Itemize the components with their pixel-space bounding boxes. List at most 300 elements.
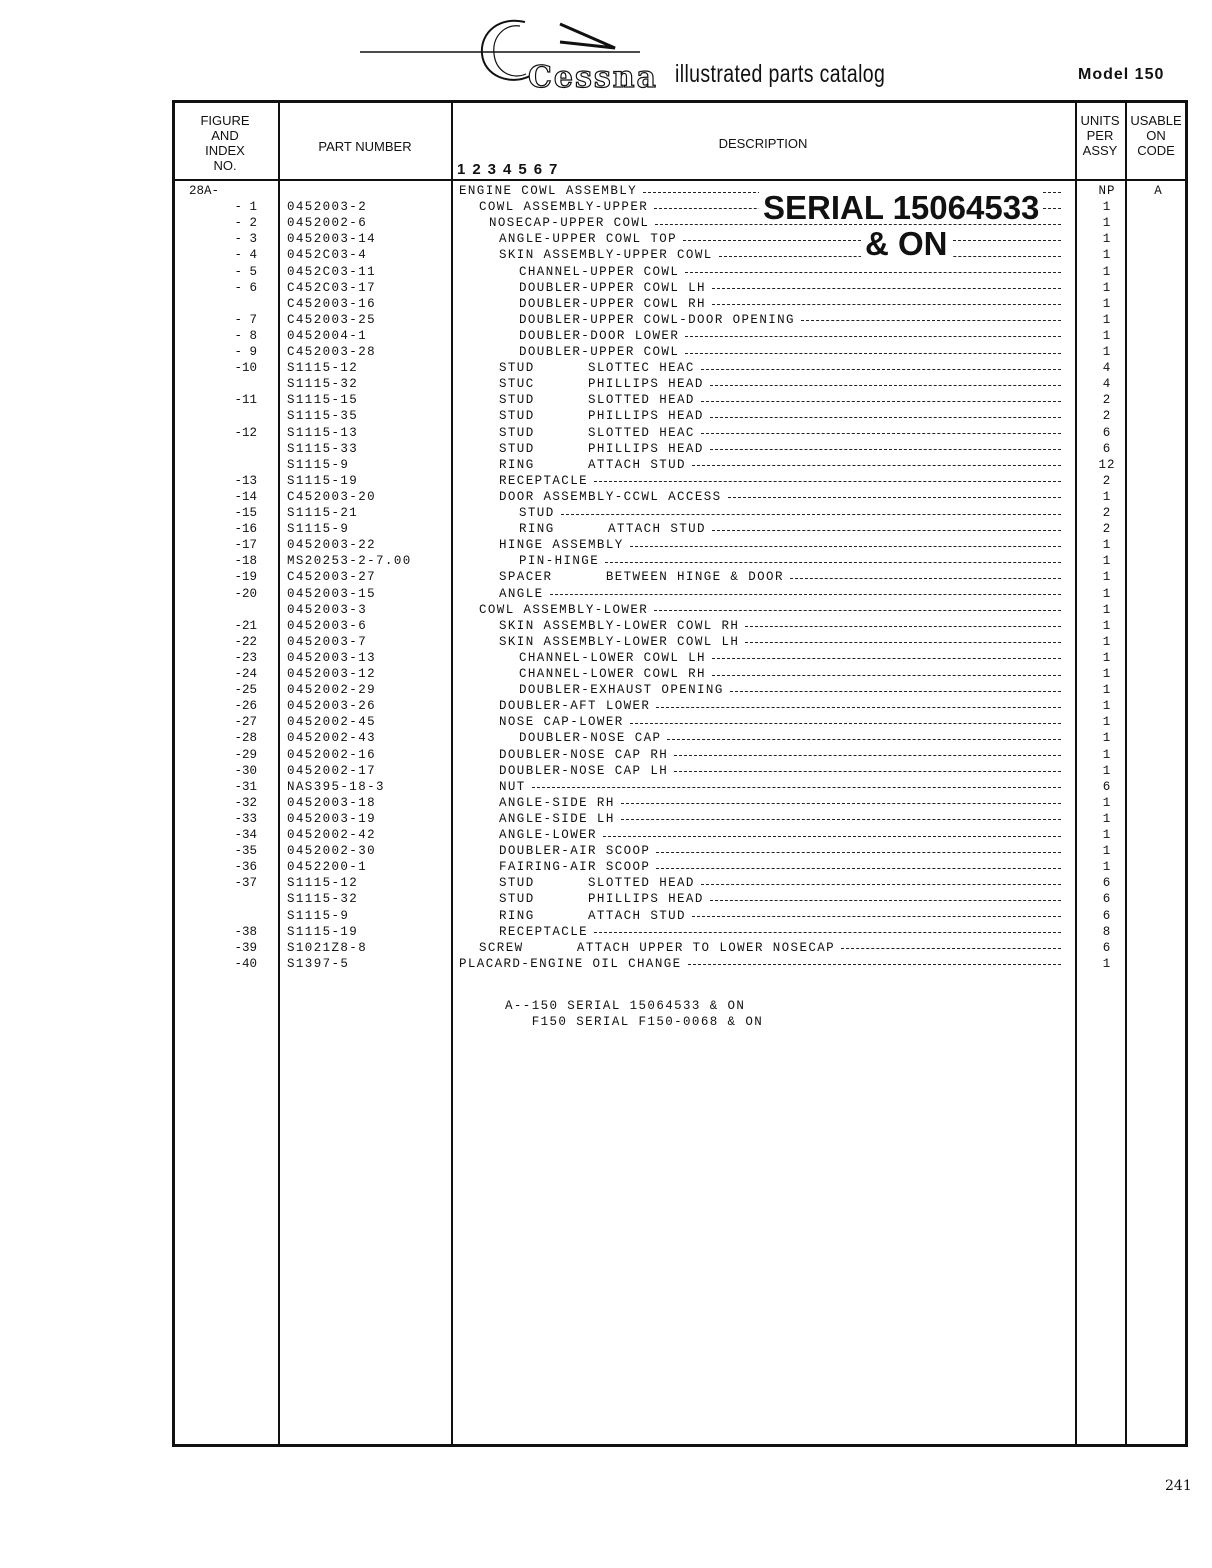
leader-dashes — [790, 578, 1061, 579]
figure-index: - 1 — [234, 200, 257, 215]
figure-index: -20 — [234, 586, 257, 601]
table-row — [175, 264, 1185, 280]
leader-dashes — [594, 932, 1061, 933]
table-row — [175, 392, 1185, 408]
table-row — [175, 312, 1185, 328]
part-description — [499, 586, 1063, 602]
part-number: S1115-9 — [287, 522, 350, 537]
table-row — [175, 360, 1185, 376]
part-number: 0452003-7 — [287, 634, 368, 649]
figure-index: -30 — [234, 763, 257, 778]
units-per-assy: 1 — [1102, 650, 1112, 665]
figure-index: - 7 — [234, 312, 257, 327]
part-number: 0452003-13 — [287, 650, 377, 665]
description-text: RING ATTACH STUD — [499, 457, 686, 472]
part-description — [519, 264, 1063, 280]
part-number: 0452002-45 — [287, 715, 377, 730]
table-row — [175, 682, 1185, 698]
leader-dashes — [630, 723, 1061, 724]
page-header — [0, 0, 1212, 100]
description-text: ANGLE-UPPER COWL TOP — [499, 232, 678, 247]
description-text: DOUBLER-NOSE CAP RH — [499, 747, 669, 762]
part-description — [499, 811, 1063, 827]
description-text: DOUBLER-UPPER COWL — [519, 345, 680, 359]
figure-index: - 2 — [234, 216, 257, 231]
part-description — [499, 924, 1063, 940]
part-description — [499, 891, 1063, 907]
table-row — [175, 280, 1185, 296]
part-description — [499, 408, 1063, 424]
leader-dashes — [667, 739, 1061, 740]
footnote-line-1: A--150 SERIAL 15064533 & ON — [505, 999, 746, 1013]
description-text: SCREW ATTACH UPPER TO LOWER NOSECAP — [479, 940, 836, 955]
part-description — [519, 650, 1063, 666]
figure-index: -15 — [234, 506, 257, 520]
figure-index: -23 — [234, 650, 257, 665]
table-row — [175, 779, 1185, 795]
description-text: DOUBLER-UPPER COWL-DOOR OPENING — [519, 312, 795, 327]
leader-dashes — [710, 449, 1061, 450]
description-text: STUC PHILLIPS HEAD — [499, 377, 704, 392]
table-row — [175, 956, 1185, 972]
description-text: SKIN ASSEMBLY-LOWER COWL LH — [499, 634, 740, 649]
part-description — [499, 247, 1063, 263]
table-row — [175, 569, 1185, 585]
units-per-assy: 1 — [1102, 634, 1112, 649]
figure-index: 28A- — [189, 184, 220, 198]
part-description — [499, 763, 1063, 779]
part-description — [519, 553, 1063, 569]
description-text: STUD SLOTTED HEAC — [499, 425, 695, 440]
figure-index: -33 — [234, 811, 257, 826]
units-per-assy: 1 — [1102, 795, 1112, 810]
table-row — [175, 553, 1185, 569]
figure-index: - 5 — [234, 264, 257, 279]
units-per-assy: 1 — [1102, 328, 1112, 343]
units-per-assy: 6 — [1102, 441, 1112, 456]
part-number: 0452002-42 — [287, 828, 377, 842]
part-number: S1115-19 — [287, 924, 359, 939]
table-row — [175, 730, 1185, 746]
part-number: 0452003-3 — [287, 602, 368, 617]
header-units: UNITS PER ASSY — [1080, 113, 1120, 158]
units-per-assy: 1 — [1102, 280, 1112, 295]
table-row — [175, 505, 1185, 521]
leader-dashes — [701, 433, 1061, 434]
table-row — [175, 231, 1185, 247]
units-per-assy: 1 — [1102, 860, 1112, 875]
table-row — [175, 602, 1185, 618]
description-text: HINGE ASSEMBLY — [499, 538, 624, 553]
leader-dashes — [712, 530, 1061, 531]
part-number: 0452003-26 — [287, 699, 377, 714]
part-description — [499, 859, 1063, 875]
part-number: 0452002-17 — [287, 763, 377, 778]
table-row — [175, 537, 1185, 553]
part-description — [499, 473, 1063, 489]
description-text: SKIN ASSEMBLY-UPPER COWL — [499, 248, 713, 263]
part-description — [499, 231, 1063, 247]
serial-stamp: SERIAL 15064533 — [759, 191, 1043, 224]
table-row — [175, 473, 1185, 489]
leader-dashes — [654, 610, 1061, 611]
model-label: Model 150 — [1078, 66, 1165, 83]
units-per-assy: 1 — [1102, 763, 1112, 778]
table-row — [175, 666, 1185, 682]
description-text: ANGLE-SIDE RH — [499, 795, 615, 810]
description-text: DOUBLER-UPPER COWL RH — [519, 296, 706, 311]
part-number: 0452003-15 — [287, 586, 377, 601]
figure-index: - 8 — [234, 328, 257, 343]
leader-dashes — [688, 964, 1061, 965]
table-row — [175, 425, 1185, 441]
table-row — [175, 827, 1185, 843]
description-text: ANGLE-SIDE LH — [499, 811, 615, 826]
description-text: STUD PHILLIPS HEAD — [499, 441, 704, 456]
units-per-assy: 8 — [1102, 924, 1112, 939]
description-text: DOUBLER-DOOR LOWER — [519, 328, 680, 343]
description-text: STUD PHILLIPS HEAD — [499, 892, 704, 907]
part-description — [459, 956, 1063, 972]
figure-index: -17 — [234, 538, 257, 553]
units-per-assy: 1 — [1102, 731, 1112, 746]
units-per-assy: 2 — [1102, 506, 1112, 520]
table-row — [175, 618, 1185, 634]
units-per-assy: NP — [1098, 184, 1116, 198]
leader-dashes — [801, 320, 1061, 321]
figure-index: - 3 — [234, 232, 257, 247]
part-description — [499, 908, 1063, 924]
description-text: RING ATTACH STUD — [499, 908, 686, 923]
table-row — [175, 714, 1185, 730]
figure-index: -12 — [234, 425, 257, 440]
units-per-assy: 1 — [1102, 296, 1112, 311]
leader-dashes — [710, 385, 1061, 386]
description-text: CHANNEL-LOWER COWL RH — [519, 667, 706, 681]
part-description — [519, 328, 1063, 344]
leader-dashes — [710, 900, 1061, 901]
description-text: DOUBLER-AIR SCOOP — [499, 844, 651, 859]
part-number: S1115-19 — [287, 473, 359, 488]
description-text: COWL ASSEMBLY-UPPER — [479, 200, 649, 215]
units-per-assy: 2 — [1102, 409, 1112, 424]
table-row — [175, 763, 1185, 779]
units-per-assy: 1 — [1102, 586, 1112, 601]
part-number: 0452003-19 — [287, 811, 377, 826]
part-description — [499, 843, 1063, 859]
units-per-assy: 6 — [1102, 892, 1112, 907]
units-per-assy: 4 — [1102, 377, 1112, 392]
leader-dashes — [692, 916, 1061, 917]
figure-index: -21 — [234, 618, 257, 633]
table-row — [175, 376, 1185, 392]
description-text: STUD SLOTTEC HEAC — [499, 361, 695, 376]
figure-index: -35 — [234, 844, 257, 859]
leader-dashes — [701, 369, 1061, 370]
part-number: 0452002-6 — [287, 216, 368, 231]
units-per-assy: 1 — [1102, 312, 1112, 327]
figure-index: -34 — [234, 828, 257, 842]
part-description — [499, 392, 1063, 408]
table-row — [175, 328, 1185, 344]
figure-index: -14 — [234, 489, 257, 504]
part-description — [519, 296, 1063, 312]
units-per-assy: 4 — [1102, 361, 1112, 376]
part-number: S1115-32 — [287, 377, 359, 392]
indent-digits: 1234567 — [457, 161, 565, 178]
part-description — [519, 521, 1063, 537]
table-row — [175, 247, 1185, 263]
part-number: 0452002-30 — [287, 844, 377, 859]
part-number: 0452003-18 — [287, 795, 377, 810]
leader-dashes — [532, 787, 1061, 788]
table-row — [175, 650, 1185, 666]
units-per-assy: 1 — [1102, 554, 1112, 569]
leader-dashes — [630, 546, 1061, 547]
leader-dashes — [685, 353, 1061, 354]
part-number: 0452003-12 — [287, 667, 377, 681]
units-per-assy: 1 — [1102, 699, 1112, 714]
figure-index: -26 — [234, 699, 257, 714]
table-row — [175, 698, 1185, 714]
part-description — [519, 730, 1063, 746]
figure-index: -18 — [234, 554, 257, 569]
table-row — [175, 940, 1185, 956]
description-text: FAIRING-AIR SCOOP — [499, 860, 651, 875]
part-number: S1115-12 — [287, 361, 359, 376]
catalog-title: illustrated parts catalog — [675, 60, 886, 88]
part-number: 0452002-29 — [287, 683, 377, 698]
part-description — [499, 634, 1063, 650]
table-row — [175, 408, 1185, 424]
brand-wordmark: Cessna — [528, 60, 658, 95]
units-per-assy: 1 — [1102, 956, 1112, 971]
units-per-assy: 1 — [1102, 844, 1112, 859]
header-rule — [175, 179, 1185, 181]
leader-dashes — [621, 803, 1061, 804]
part-description — [499, 714, 1063, 730]
table-row — [175, 344, 1185, 360]
part-description — [499, 827, 1063, 843]
part-description — [499, 441, 1063, 457]
part-description — [499, 698, 1063, 714]
part-description — [479, 602, 1063, 618]
leader-dashes — [712, 304, 1061, 305]
table-row — [175, 924, 1185, 940]
table-row — [175, 891, 1185, 907]
header-figure: FIGURE AND INDEX NO. — [200, 113, 250, 173]
units-per-assy: 1 — [1102, 828, 1112, 842]
description-text: ANGLE — [499, 586, 544, 601]
leader-dashes — [728, 497, 1061, 498]
description-text: CHANNEL-LOWER COWL LH — [519, 650, 706, 665]
leader-dashes — [605, 562, 1061, 563]
part-number: 0452C03-4 — [287, 248, 368, 263]
part-description — [479, 940, 1063, 956]
units-per-assy: 6 — [1102, 779, 1112, 794]
parts-table — [172, 100, 1188, 1447]
description-text: ENGINE COWL ASSEMBLY — [459, 184, 638, 198]
units-per-assy: 1 — [1102, 747, 1112, 762]
description-text: RECEPTACLE — [499, 924, 589, 939]
description-text: DOOR ASSEMBLY-CCWL ACCESS — [499, 489, 722, 504]
leader-dashes — [603, 836, 1061, 837]
units-per-assy: 6 — [1102, 940, 1112, 955]
figure-index: -29 — [234, 747, 257, 762]
part-number: C452003-25 — [287, 312, 377, 327]
part-description — [499, 360, 1063, 376]
part-number: S1115-15 — [287, 393, 359, 408]
part-description — [499, 489, 1063, 505]
part-description — [499, 875, 1063, 891]
units-per-assy: 1 — [1102, 489, 1112, 504]
units-per-assy: 1 — [1102, 811, 1112, 826]
part-description — [499, 425, 1063, 441]
units-per-assy: 2 — [1102, 393, 1112, 408]
figure-index: - 9 — [234, 345, 257, 359]
description-text: PIN-HINGE — [519, 554, 600, 569]
figure-index: - 6 — [234, 280, 257, 295]
description-text: STUD SLOTTED HEAD — [499, 876, 695, 891]
part-number: S1115-33 — [287, 441, 359, 456]
units-per-assy: 1 — [1102, 538, 1112, 553]
table-row — [175, 489, 1185, 505]
part-description — [519, 312, 1063, 328]
part-number: S1115-35 — [287, 409, 359, 424]
part-description — [519, 280, 1063, 296]
part-number: 0452002-16 — [287, 747, 377, 762]
part-number: 0452003-14 — [287, 232, 377, 247]
units-per-assy: 1 — [1102, 618, 1112, 633]
part-number: 0452004-1 — [287, 328, 368, 343]
part-description — [499, 747, 1063, 763]
table-row — [175, 811, 1185, 827]
units-per-assy: 1 — [1102, 264, 1112, 279]
description-text: ANGLE-LOWER — [499, 828, 597, 842]
figure-index: - 4 — [234, 248, 257, 263]
leader-dashes — [685, 336, 1061, 337]
header-description: DESCRIPTION — [718, 136, 808, 151]
table-row — [175, 296, 1185, 312]
part-number: S1115-12 — [287, 876, 359, 891]
figure-index: -38 — [234, 924, 257, 939]
description-text: DOUBLER-NOSE CAP LH — [499, 763, 669, 778]
leader-dashes — [712, 658, 1061, 659]
table-row — [175, 747, 1185, 763]
units-per-assy: 1 — [1102, 602, 1112, 617]
table-row — [175, 843, 1185, 859]
part-number: S1021Z8-8 — [287, 940, 368, 955]
units-per-assy: 1 — [1102, 667, 1112, 681]
leader-dashes — [621, 819, 1061, 820]
header-part-number: PART NUMBER — [318, 139, 412, 154]
figure-index: -39 — [234, 940, 257, 955]
table-row — [175, 795, 1185, 811]
figure-index: -37 — [234, 876, 257, 891]
part-number: NAS395-18-3 — [287, 779, 385, 794]
part-number: 0452003-6 — [287, 618, 368, 633]
part-number: C452C03-17 — [287, 280, 377, 295]
figure-index: -27 — [234, 715, 257, 730]
table-row — [175, 875, 1185, 891]
part-description — [499, 376, 1063, 392]
description-text: COWL ASSEMBLY-LOWER — [479, 602, 649, 617]
table-row — [175, 586, 1185, 602]
leader-dashes — [712, 288, 1061, 289]
table-row — [175, 859, 1185, 875]
description-text: SPACER BETWEEN HINGE & DOOR — [499, 570, 784, 585]
leader-dashes — [594, 481, 1061, 482]
description-text: DOUBLER-EXHAUST OPENING — [519, 683, 724, 698]
units-per-assy: 2 — [1102, 522, 1112, 537]
units-per-assy: 6 — [1102, 876, 1112, 891]
part-number: 0452C03-11 — [287, 264, 377, 279]
table-row — [175, 521, 1185, 537]
leader-dashes — [701, 884, 1061, 885]
figure-index: -19 — [234, 570, 257, 585]
figure-index: -13 — [234, 473, 257, 488]
description-text: DOUBLER-NOSE CAP — [519, 731, 662, 746]
table-row — [175, 441, 1185, 457]
figure-index: -32 — [234, 795, 257, 810]
leader-dashes — [745, 642, 1061, 643]
figure-index: -10 — [234, 361, 257, 376]
units-per-assy: 6 — [1102, 908, 1112, 923]
footnote-line-2: F150 SERIAL F150-0068 & ON — [505, 1015, 764, 1029]
part-number: C452003-20 — [287, 489, 377, 504]
figure-index: -11 — [234, 393, 257, 408]
leader-dashes — [656, 868, 1061, 869]
description-text: CHANNEL-UPPER COWL — [519, 264, 680, 279]
figure-index: -31 — [234, 779, 257, 794]
leader-dashes — [701, 401, 1061, 402]
units-per-assy: 2 — [1102, 473, 1112, 488]
description-text: STUD PHILLIPS HEAD — [499, 409, 704, 424]
part-number: 0452002-43 — [287, 731, 377, 746]
table-row — [175, 634, 1185, 650]
part-number: C452003-28 — [287, 345, 377, 359]
page-number: 241 — [1165, 1478, 1192, 1494]
description-text: NUT — [499, 779, 526, 794]
description-text: DOUBLER-AFT LOWER — [499, 699, 651, 714]
part-number: S1397-5 — [287, 956, 350, 971]
part-description — [499, 569, 1063, 585]
usable-code: A — [1154, 184, 1162, 198]
description-text: STUD SLOTTED HEAD — [499, 393, 695, 408]
leader-dashes — [685, 272, 1061, 273]
part-number: S1115-32 — [287, 892, 359, 907]
units-per-assy: 1 — [1102, 200, 1112, 215]
leader-dashes — [710, 417, 1061, 418]
part-description — [519, 682, 1063, 698]
units-per-assy: 12 — [1098, 457, 1116, 472]
part-number: 0452003-2 — [287, 200, 368, 215]
units-per-assy: 6 — [1102, 425, 1112, 440]
description-text: SKIN ASSEMBLY-LOWER COWL RH — [499, 618, 740, 633]
leader-dashes — [712, 675, 1061, 676]
part-number: C452003-27 — [287, 570, 377, 585]
description-text: NOSECAP-UPPER COWL — [489, 216, 650, 231]
description-text: RING ATTACH STUD — [519, 522, 706, 537]
leader-dashes — [674, 771, 1061, 772]
leader-dashes — [674, 755, 1061, 756]
units-per-assy: 1 — [1102, 570, 1112, 585]
figure-index: -25 — [234, 683, 257, 698]
units-per-assy: 1 — [1102, 248, 1112, 263]
description-text: DOUBLER-UPPER COWL LH — [519, 280, 706, 295]
part-description — [499, 795, 1063, 811]
description-text: NOSE CAP-LOWER — [499, 715, 624, 730]
